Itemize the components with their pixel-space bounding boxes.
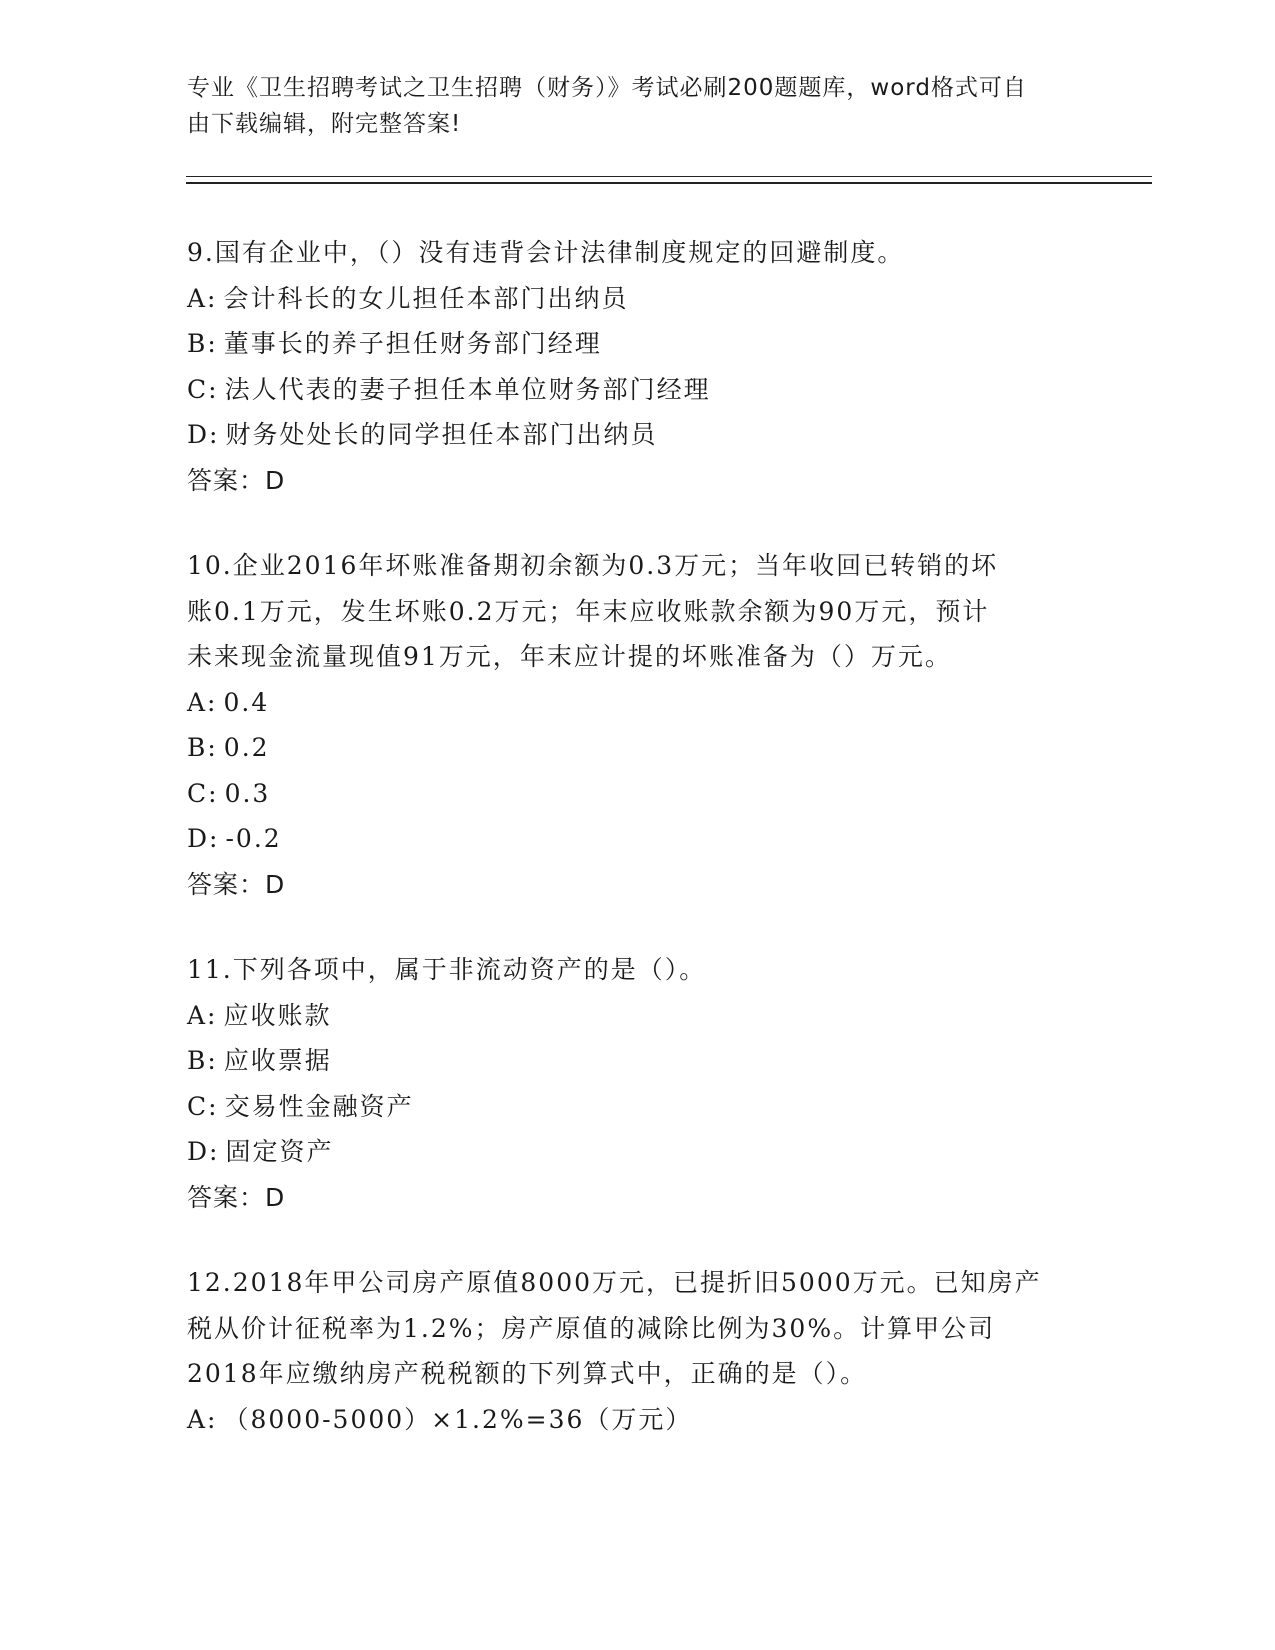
question-9 [187,230,1087,503]
option-key: B: [187,733,218,762]
option-a [187,276,1087,322]
option-key: B: [187,329,218,358]
option-text: 财务处处长的同学担任本部门出纳员 [225,420,658,449]
option-text: 0.3 [224,778,271,808]
option-key: C: [187,1091,219,1121]
header-line-1: 专业《卫生招聘考试之卫生招聘（财务）》考试必刷200题题库，word格式可自 [187,75,1027,101]
question-11 [187,947,1087,1220]
option-a [187,680,1087,726]
question-text-line: 账0.1万元，发生坏账0.2万元；年末应收账款余额为90万元，预计 [187,596,990,626]
option-key: D: [187,420,220,449]
option-key: D: [187,824,220,853]
option-d [187,412,1087,458]
option-key: C: [187,374,219,404]
option-text: （8000-5000）×1.2%=36（万元） [223,1404,693,1434]
option-text: 交易性金融资产 [224,1091,414,1121]
option-c [187,1084,1087,1130]
option-d [187,816,1087,862]
option-text: 董事长的养子担任财务部门经理 [223,329,602,358]
answer-line: 答案：D [187,869,286,899]
question-text: 9.国有企业中，（）没有违背会计法律制度规定的回避制度。 [187,238,905,267]
question-text-line: 12.2018年甲公司房产原值8000万元，已提折旧5000万元。已知房产 [187,1268,1042,1297]
question-text-line: 税从价计征税率为1.2%；房产原值的减除比例为30%。计算甲公司 [187,1313,996,1343]
header-line-2: 由下载编辑，附完整答案! [187,111,462,137]
option-text: 法人代表的妻子担任本单位财务部门经理 [224,374,711,404]
option-key: C: [187,778,219,808]
option-c [187,367,1087,413]
option-key: A: [187,1404,218,1434]
answer-line: 答案：D [187,465,286,495]
header-divider-thick [186,182,1152,184]
answer-line: 答案：D [187,1182,286,1212]
header-divider-thin [186,176,1152,177]
question-list [187,230,1087,1482]
question-text-line: 未来现金流量现值91万元，年末应计提的坏账准备为（）万元。 [187,642,952,671]
question-10 [187,543,1087,907]
option-text: 0.2 [223,733,270,762]
option-b [187,1038,1087,1084]
option-b [187,725,1087,771]
option-b [187,321,1087,367]
question-12 [187,1260,1087,1442]
option-text: 应收账款 [223,1000,332,1030]
option-text: 应收票据 [223,1046,332,1075]
option-key: D: [187,1137,220,1166]
question-text-line: 10.企业2016年坏账准备期初余额为0.3万元；当年收回已转销的坏 [187,551,999,580]
option-key: A: [187,1000,218,1030]
option-text: -0.2 [225,824,282,853]
option-key: A: [187,283,218,313]
option-a [187,993,1087,1039]
document-header [187,70,1087,142]
option-text: 0.4 [223,687,270,717]
question-text-line: 2018年应缴纳房产税税额的下列算式中，正确的是（）。 [187,1359,868,1388]
option-key: B: [187,1046,218,1075]
option-key: A: [187,687,218,717]
option-a [187,1397,1087,1443]
option-text: 固定资产 [225,1137,334,1166]
option-c [187,771,1087,817]
question-text: 11.下列各项中，属于非流动资产的是（）。 [187,955,707,984]
option-text: 会计科长的女儿担任本部门出纳员 [223,283,629,313]
option-d [187,1129,1087,1175]
